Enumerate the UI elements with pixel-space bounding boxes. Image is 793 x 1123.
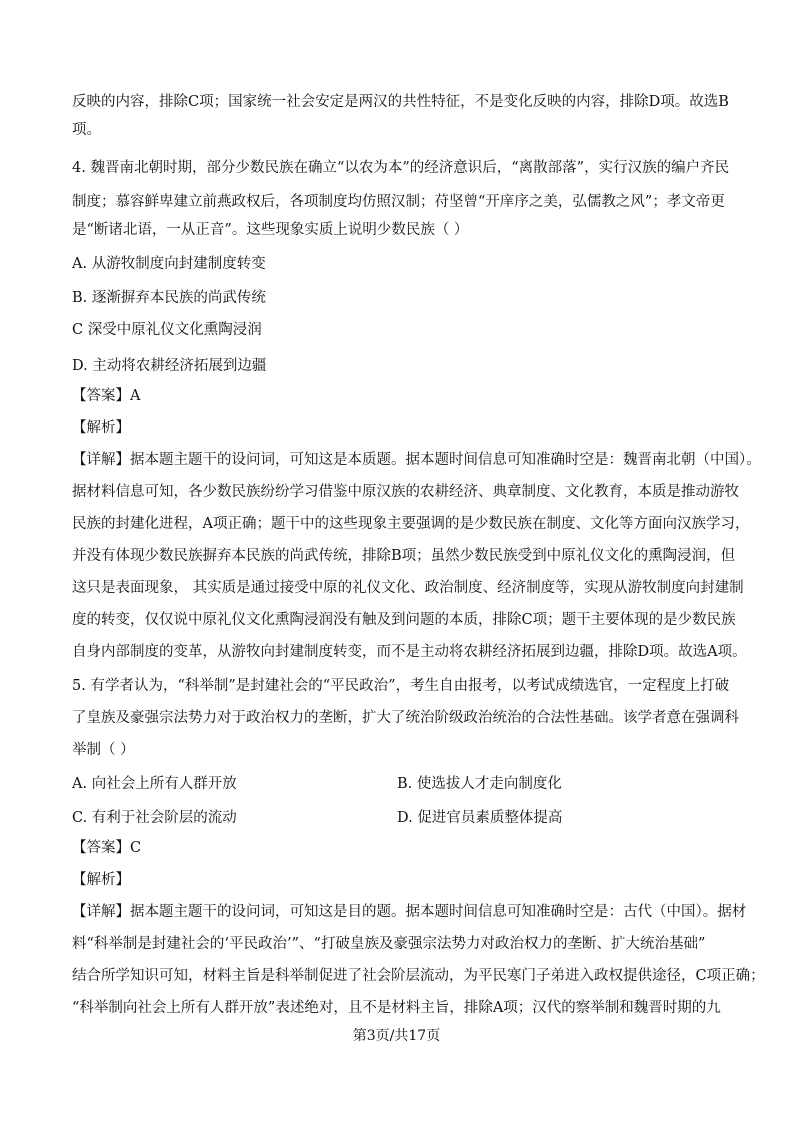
- question-4-option-c: C 深受中原礼仪文化熏陶浸润: [72, 322, 262, 338]
- question-5-analysis-line: 结合所学知识可知，材料主旨是科举制促进了社会阶层流动，为平民寒门子弟进入政权提供途径，C项正确；: [72, 968, 765, 984]
- question-4-analysis-title: 【解析】: [72, 420, 130, 436]
- question-4-stem-line: 4. 魏晋南北朝时期，部分少数民族在确立“以农为本”的经济意识后，“离散部落”，实行汉族的编户齐民: [72, 160, 730, 176]
- question-5-analysis-line: 料“科举制是封建社会的‘平民政治’”、“打破皇族及豪强宗法势力对政治权力的垄断、扩大统治基础”: [72, 936, 706, 952]
- page-number: 第3页/共17页: [352, 1028, 441, 1044]
- question-4-analysis-line: 自身内部制度的变革，从游牧向封建制度转变，而不是主动将农耕经济拓展到边疆，排除D项。故选A项。: [72, 644, 747, 660]
- question-4-option-a: A. 从游牧制度向封建制度转变: [72, 256, 266, 272]
- question-4-analysis-line: 并没有体现少数民族摒弃本民族的尚武传统，排除B项；虽然少数民族受到中原礼仪文化的熏陶浸润，但: [72, 548, 736, 564]
- question-5-option-a: A. 向社会上所有人群开放: [72, 776, 237, 792]
- question-5-stem-line: 举制（ ）: [72, 742, 135, 758]
- question-5-stem-line: 了皇族及豪强宗法势力对于政治权力的垄断，扩大了统治阶级政治统治的合法性基础。该学者意在强调科: [72, 710, 739, 726]
- question-4-analysis-line: 度的转变，仅仅说中原礼仪文化熏陶浸润没有触及到问题的本质，排除C项；题干主要体现的是少数民族: [72, 612, 736, 628]
- question-5-analysis-line: 【详解】据本题主题干的设问词，可知这是目的题。据本题时间信息可知准确时空是：古代（中国）。据材: [72, 904, 747, 920]
- question-4-stem-line: 制度；慕容鲜卑建立前燕政权后，各项制度均仿照汉制；苻坚曾“开庠序之美，弘儒教之风”；孝文帝更: [72, 194, 725, 210]
- question-4-analysis-line: 【详解】据本题主题干的设问词，可知这是本质题。据本题时间信息可知准确时空是：魏晋南北朝（中国）。: [72, 452, 761, 468]
- question-5-option-b: B. 使选拔人才走向制度化: [397, 776, 562, 792]
- question-5-option-c: C. 有利于社会阶层的流动: [72, 810, 237, 826]
- text-line: 项。: [72, 122, 101, 138]
- question-5-analysis-line: “科举制向社会上所有人群开放”表述绝对，且不是材料主旨，排除A项；汉代的察举制和魏晋时期的九: [72, 1000, 721, 1016]
- text-line: 反映的内容，排除C项；国家统一社会安定是两汉的共性特征，不是变化反映的内容，排除D项。故选B: [72, 94, 729, 110]
- question-4-stem-line: 是“断诸北语，一从正音”。这些现象实质上说明少数民族（ ）: [72, 222, 469, 238]
- question-4-analysis-line: 民族的封建化进程，A项正确；题干中的这些现象主要强调的是少数民族在制度、文化等方面向汉族学习，: [72, 516, 750, 532]
- question-5-option-d: D. 促进官员素质整体提高: [397, 810, 563, 826]
- question-4-option-d: D. 主动将农耕经济拓展到边疆: [72, 358, 267, 374]
- question-5-analysis-title: 【解析】: [72, 872, 130, 888]
- question-4-answer: 【答案】A: [72, 388, 141, 404]
- question-4-analysis-line: 这只是表面现象， 其实质是通过接受中原的礼仪文化、政治制度、经济制度等，实现从游牧制度向封建制: [72, 580, 744, 596]
- question-5-stem-line: 5. 有学者认为，“科举制”是封建社会的“平民政治”，考生自由报考，以考试成绩选官，一定程度上打破: [72, 678, 730, 694]
- question-4-option-b: B. 逐渐摒弃本民族的尚武传统: [72, 290, 266, 306]
- question-4-analysis-line: 据材料信息可知，各少数民族纷纷学习借鉴中原汉族的农耕经济、典章制度、文化教育，本质是推动游牧: [72, 484, 739, 500]
- question-5-answer: 【答案】C: [72, 840, 142, 856]
